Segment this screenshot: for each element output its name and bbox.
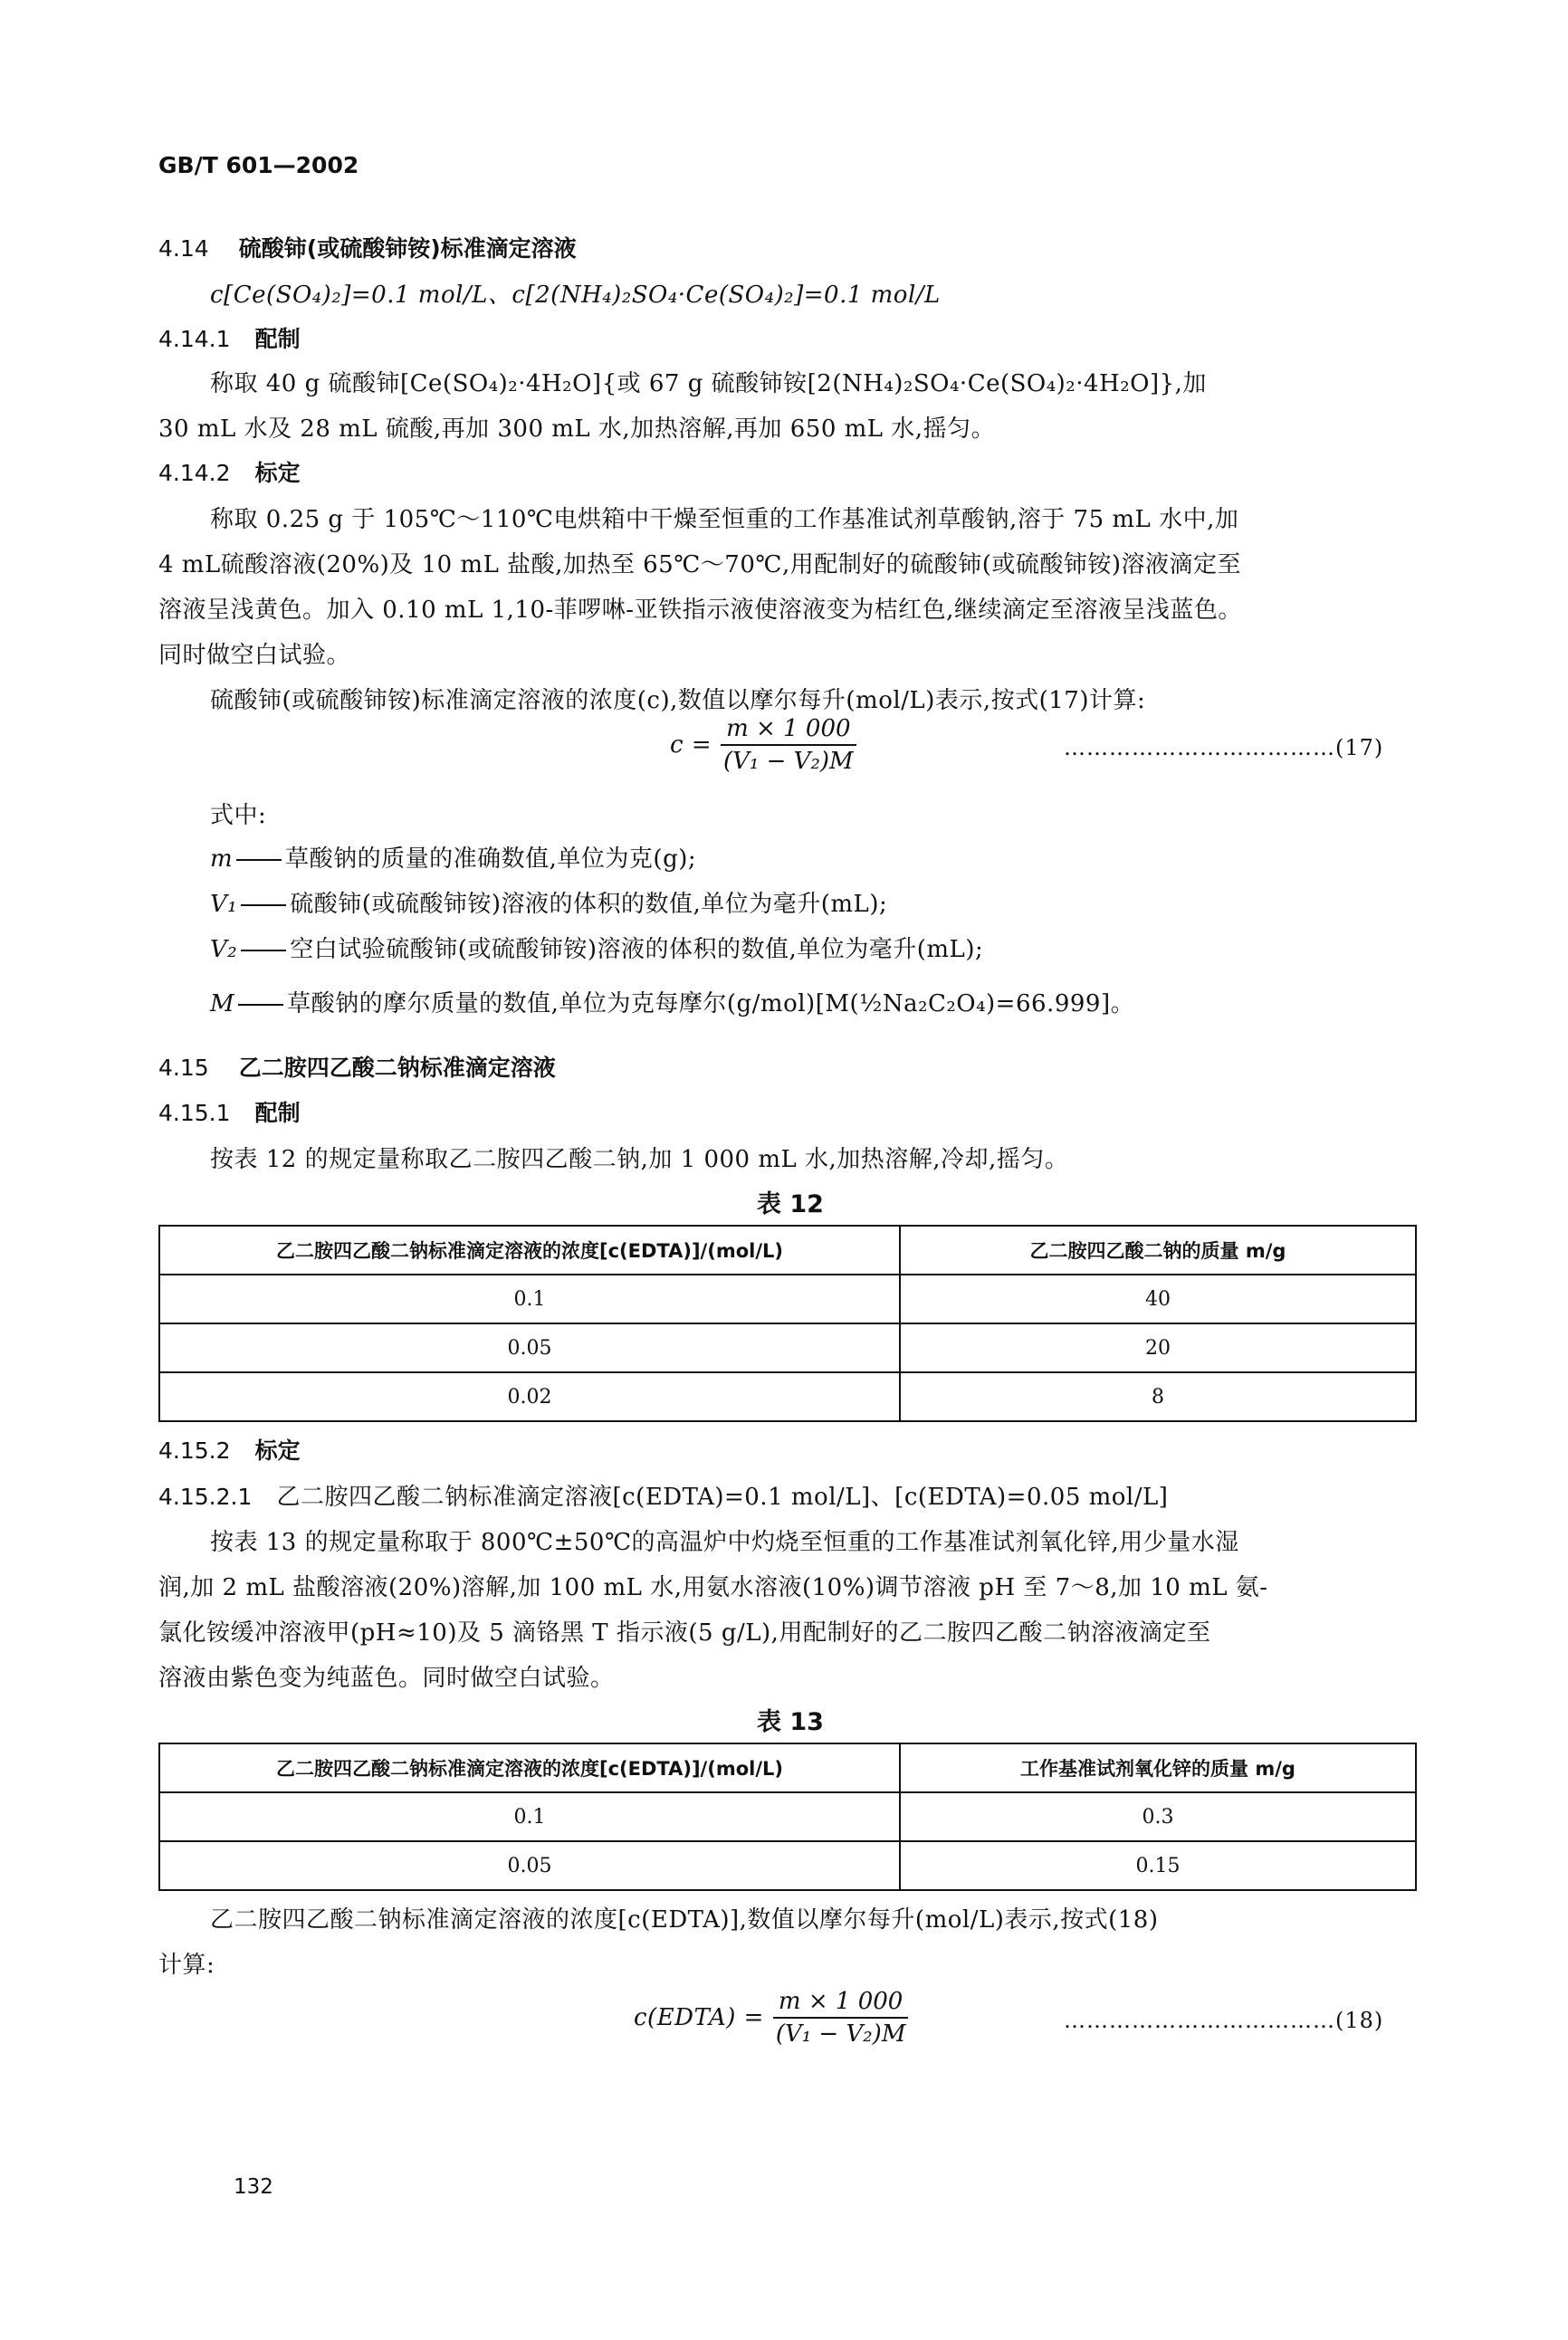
subsection-4-15-2-heading	[158, 1433, 301, 1466]
table-cell: 8	[900, 1372, 1416, 1421]
variable-m	[210, 840, 696, 874]
table-cell: 0.05	[159, 1323, 900, 1372]
subsection-number: 4.15.2.1	[158, 1484, 253, 1510]
subsection-number: 4.14.2	[158, 460, 231, 486]
section-number: 4.15	[158, 1055, 209, 1081]
table-header-concentration: 乙二胺四乙酸二钠标准滴定溶液的浓度[c(EDTA)]/(mol/L)	[159, 1743, 900, 1792]
edta-concentration-line-2: 计算:	[158, 1952, 215, 1979]
table-cell: 0.3	[900, 1792, 1416, 1841]
table-header-mass: 工作基准试剂氧化锌的质量 m/g	[900, 1743, 1416, 1792]
subsection-4-15-1-heading	[158, 1095, 301, 1128]
section-4-15-heading	[158, 1050, 556, 1083]
concentration-line: c[Ce(SO₄)₂]=0.1 mol/L、c[2(NH₄)₂SO₄·Ce(SO₄)₂]=0.1 mol/L	[210, 282, 941, 309]
edta-calibration-line-4: 溶液由紫色变为纯蓝色。同时做空白试验。	[158, 1665, 615, 1692]
subsection-number: 4.14.1	[158, 326, 231, 352]
variable-description: 空白试验硫酸铈(或硫酸铈铵)溶液的体积的数值,单位为毫升(mL);	[290, 936, 984, 963]
prep-text: 按表 12 的规定量称取乙二胺四乙酸二钠,加 1 000 mL 水,加热溶解,冷却,摇匀。	[210, 1146, 1069, 1173]
variable-v2	[210, 931, 983, 964]
subsection-title: 配制	[254, 1100, 301, 1126]
table-row	[159, 1275, 1416, 1323]
table-cell: 20	[900, 1323, 1416, 1372]
equation-number-17: ………………………………(17)	[1064, 735, 1384, 760]
variable-M	[210, 985, 1134, 1018]
subsection-4-15-2-1-heading	[158, 1478, 1168, 1512]
edta-calibration-line-1: 按表 13 的规定量称取于 800℃±50℃的高温炉中灼烧至恒重的工作基准试剂氧化锌,用少量水湿	[210, 1529, 1239, 1556]
table-cell: 0.15	[900, 1841, 1416, 1890]
subsection-number: 4.15.2	[158, 1437, 231, 1464]
calibration-line-1: 称取 0.25 g 于 105℃～110℃电烘箱中干燥至恒重的工作基准试剂草酸钠,溶于 75 mL 水中,加	[210, 506, 1239, 533]
equation-number-18: ………………………………(18)	[1064, 2008, 1384, 2033]
concentration-formula-intro: 硫酸铈(或硫酸铈铵)标准滴定溶液的浓度(c),数值以摩尔每升(mol/L)表示,按式(17)计算:	[210, 687, 1146, 714]
variable-description: 草酸钠的质量的准确数值,单位为克(g);	[285, 845, 697, 873]
table-header-concentration: 乙二胺四乙酸二钠标准滴定溶液的浓度[c(EDTA)]/(mol/L)	[159, 1226, 900, 1275]
formula-lhs: c(EDTA) =	[634, 2004, 764, 2031]
prep-line-2: 30 mL 水及 28 mL 硫酸,再加 300 mL 水,加热溶解,再加 650 mL 水,摇匀。	[158, 415, 996, 443]
formula-18	[634, 1988, 908, 2048]
table-row	[159, 1841, 1416, 1890]
table-12	[158, 1225, 1417, 1422]
formula-fraction	[773, 1988, 908, 2048]
edta-calibration-line-2: 润,加 2 mL 盐酸溶液(20%)溶解,加 100 mL 水,用氨水溶液(10%)调节溶液 pH 至 7～8,加 10 mL 氨-	[158, 1574, 1268, 1601]
formula-17	[670, 715, 856, 775]
where-label: 式中:	[210, 802, 267, 829]
table-row	[159, 1792, 1416, 1841]
variable-v1	[210, 885, 887, 919]
variable-symbol: V₂	[210, 936, 238, 963]
calibration-line-3: 溶液呈浅黄色。加入 0.10 mL 1,10-菲啰啉-亚铁指示液使溶液变为桔红色,继续滴定至溶液呈浅蓝色。	[158, 597, 1242, 624]
section-number: 4.14	[158, 235, 209, 262]
table-header-mass: 乙二胺四乙酸二钠的质量 m/g	[900, 1226, 1416, 1275]
subsection-number: 4.15.1	[158, 1100, 231, 1126]
table-cell: 0.02	[159, 1372, 900, 1421]
table-cell: 0.1	[159, 1275, 900, 1323]
table-row	[159, 1372, 1416, 1421]
formula-numerator: m × 1 000	[773, 1988, 908, 2019]
table-cell: 0.1	[159, 1792, 900, 1841]
subsection-title: 标定	[254, 460, 301, 486]
table-13	[158, 1743, 1417, 1891]
subsection-4-14-2-heading	[158, 455, 301, 488]
variable-symbol: V₁	[210, 891, 238, 918]
subsection-4-14-1-heading	[158, 321, 301, 354]
variable-description: 草酸钠的摩尔质量的数值,单位为克每摩尔(g/mol)[M(½Na₂C₂O₄)=66.999]。	[287, 990, 1135, 1017]
formula-denominator: (V₁ − V₂)M	[723, 748, 854, 775]
prep-line-1: 称取 40 g 硫酸铈[Ce(SO₄)₂·4H₂O]{或 67 g 硫酸铈铵[2(NH₄)₂SO₄·Ce(SO₄)₂·4H₂O]},加	[210, 370, 1207, 397]
edta-calibration-line-3: 氯化铵缓冲溶液甲(pH≈10)及 5 滴铬黑 T 指示液(5 g/L),用配制好的乙二胺四乙酸二钠溶液滴定至	[158, 1619, 1211, 1647]
calibration-line-4: 同时做空白试验。	[158, 642, 351, 669]
subsection-title: 标定	[254, 1437, 301, 1464]
section-title: 乙二胺四乙酸二钠标准滴定溶液	[238, 1055, 556, 1081]
table-cell: 0.05	[159, 1841, 900, 1890]
calibration-line-2: 4 mL硫酸溶液(20%)及 10 mL 盐酸,加热至 65℃～70℃,用配制好的硫酸铈(或硫酸铈铵)溶液滴定至	[158, 551, 1242, 578]
formula-numerator: m × 1 000	[721, 715, 856, 746]
variable-symbol: M	[210, 990, 235, 1017]
table-13-caption: 表 13	[757, 1708, 824, 1736]
section-title: 硫酸铈(或硫酸铈铵)标准滴定溶液	[238, 235, 577, 262]
formula-denominator: (V₁ − V₂)M	[775, 2020, 906, 2048]
variable-symbol: m	[210, 845, 234, 873]
subsection-title: 乙二胺四乙酸二钠标准滴定溶液[c(EDTA)=0.1 mol/L]、[c(EDTA)=0.05 mol/L]	[276, 1484, 1169, 1511]
section-4-14-heading	[158, 231, 577, 263]
edta-concentration-line-1: 乙二胺四乙酸二钠标准滴定溶液的浓度[c(EDTA)],数值以摩尔每升(mol/L)表示,按式(18)	[210, 1906, 1159, 1934]
table-cell: 40	[900, 1275, 1416, 1323]
table-row	[159, 1323, 1416, 1372]
variable-description: 硫酸铈(或硫酸铈铵)溶液的体积的数值,单位为毫升(mL);	[290, 891, 888, 918]
standard-number: GB/T 601—2002	[158, 152, 359, 178]
page-number: 132	[234, 2175, 273, 2199]
formula-fraction	[721, 715, 856, 775]
formula-lhs: c =	[670, 731, 712, 759]
table-12-caption: 表 12	[757, 1190, 824, 1218]
subsection-title: 配制	[254, 326, 301, 352]
